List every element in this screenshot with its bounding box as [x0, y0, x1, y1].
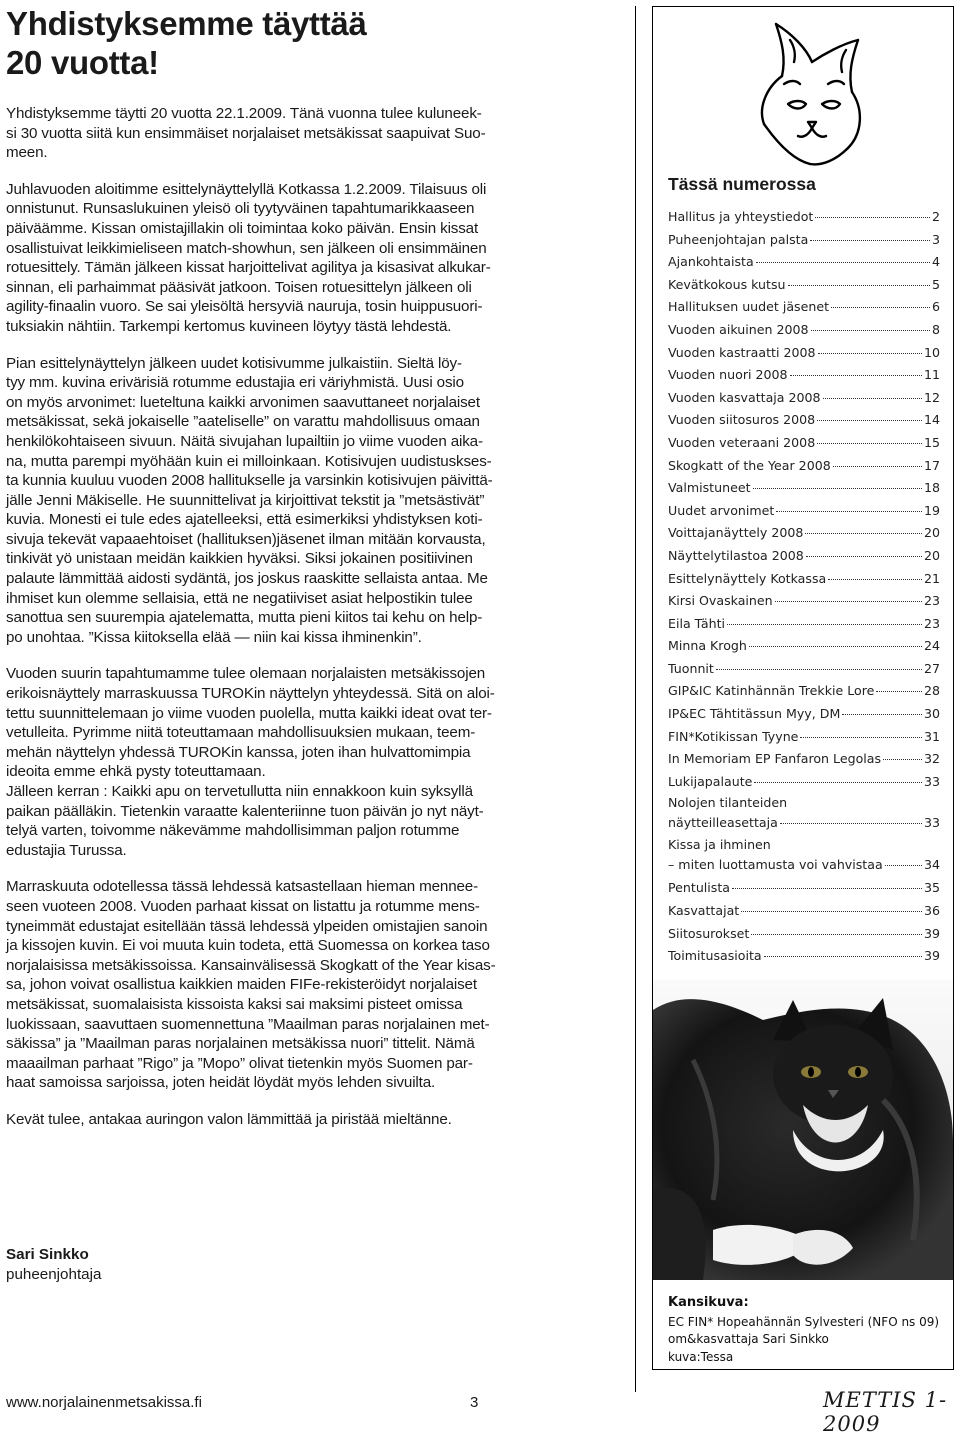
text-line: henkilökohtaiseen sivuun. Näitä sivujahan lupailtiin jo viime vuoden aika- — [6, 432, 483, 450]
toc-item[interactable] — [668, 387, 940, 410]
text-line: tinkivät yö unistaan meidän kaikkien hyväksi. Siksi jokainen positiivinen — [6, 550, 473, 568]
text-line: agility-finaalin vuoro. Se sai yleisöltä hersyviä nauruja, tosin huippusuori- — [6, 298, 483, 316]
toc-item-label: Vuoden kasvattaja 2008 — [668, 389, 821, 405]
toc-leader-dots — [885, 865, 922, 866]
toc-item-label: Kevätkokous kutsu — [668, 276, 786, 292]
text-line: Juhlavuoden aloitimme esittelynäyttelyllä Kotkassa 1.2.2009. Tilaisuus oli — [6, 180, 487, 198]
toc-leader-dots — [818, 353, 922, 354]
text-line: sa, johon voivat osallistua kaikkien maiden FIFe-rekisteröidyt norjalaiset — [6, 976, 477, 994]
text-line: ja kissojen kuvin. Ei voi muuta kuin todeta, että Suomessa on korkea taso — [6, 937, 490, 955]
text-line: päiväämme. Kissan omistajillakin oli toimintaa koko päivän. Ensin kissat — [6, 219, 479, 237]
toc-item[interactable] — [668, 703, 940, 726]
toc-item[interactable] — [668, 500, 940, 523]
footer-url[interactable]: www.norjalainenmetsakissa.fi — [6, 1394, 202, 1411]
text-line: metsäkissat, suomalaisista kissoista kaksi sai maksimi pisteet omissa — [6, 995, 463, 1013]
toc-item-label: GIP&IC Katinhännän Trekkie Lore — [668, 683, 875, 699]
text-line: meen. — [6, 144, 48, 162]
cover-cat-photo — [653, 980, 953, 1280]
article-paragraph — [6, 664, 614, 860]
toc-item-label: FIN*Kotikissan Tyyne — [668, 728, 799, 744]
toc-item[interactable] — [668, 251, 940, 274]
toc-item[interactable] — [668, 748, 940, 771]
text-line: Yhdistyksemme täytti 20 vuotta 22.1.2009. Tänä vuonna tulee kuluneek- — [6, 105, 482, 122]
toc-item-label: Näyttelytilastoa 2008 — [668, 547, 804, 563]
toc-item-line-2 — [668, 855, 940, 875]
text-line: haat samoissa sarjoissa, joten heidät löydät myös lehden sivuilta. — [6, 1074, 436, 1092]
article-paragraph — [6, 354, 614, 648]
toc-leader-dots — [805, 533, 922, 534]
toc-item-label: Puheenjohtajan palsta — [668, 231, 809, 247]
text-line: tyy mm. kuvina erivärisiä rotumme edustajia eri väriyhmistä. Uusi osio — [6, 374, 464, 392]
toc-leader-dots — [811, 330, 930, 331]
title-line-2: 20 vuotta! — [6, 44, 159, 81]
text-line: po unohtaa. ”Kissa kiitoksella elää — niin kai kissa ihminenkin”. — [6, 628, 422, 646]
toc-item-line-2 — [668, 813, 940, 833]
toc-leader-dots — [806, 556, 922, 557]
toc-item-page: 11 — [923, 367, 940, 383]
toc-item[interactable] — [668, 522, 940, 545]
toc-item-page: 24 — [923, 638, 940, 654]
toc-item-label: Tuonnit — [668, 660, 714, 676]
text-line: vetulleita. Pyrimme niitä toteuttamaan mahdollisuuksien mukaan, teem- — [6, 724, 476, 742]
toc-item-label: Lukijapalaute — [668, 773, 753, 789]
text-line: onnistunut. Runsaslukuinen yleisö oli tyytyväinen tapahtumarikkaaseen — [6, 200, 475, 218]
toc-item-label: Kirsi Ovaskainen — [668, 593, 773, 609]
text-line: sanottua sen suurempia ajatelematta, mutta pieni kiitos tai kehu on help- — [6, 609, 483, 627]
toc-item-label: Skogkatt of the Year 2008 — [668, 457, 831, 473]
toc-item-page: 3 — [931, 231, 940, 247]
toc-item[interactable] — [668, 364, 940, 387]
toc-item[interactable] — [668, 771, 940, 794]
toc-item-label: Pentulista — [668, 880, 731, 896]
cover-line-1: EC FIN* Hopeahännän Sylvesteri (NFO ns 09) — [668, 1314, 940, 1329]
toc-item-label: Esittelynäyttely Kotkassa — [668, 570, 827, 586]
toc-item-page: 34 — [923, 857, 940, 873]
text-line: jälle Jenni Mäkiselle. He suunnittelivat ja kirjoittivat tekstit ja ”metsästivät” — [6, 491, 485, 509]
text-line: luokissaan, saavuttaen suomennettuna ”Maailman paras norjalainen met- — [6, 1015, 490, 1033]
toc-item-page: 32 — [923, 751, 940, 767]
toc-leader-dots — [776, 511, 922, 512]
toc-leader-dots — [828, 579, 922, 580]
toc-item-page: 23 — [923, 615, 940, 631]
text-line: Kevät tulee, antakaa auringon valon lämmittää ja piristää mieltänne. — [6, 1110, 452, 1128]
text-line: sivuja tekevät vapaaehtoiset (hallituksen)jäsenet ilman mitään korvausta, — [6, 530, 486, 548]
text-line: Jälleen kerran : Kaikki apu on tervetullutta niin ennakkoon kuin syksyllä — [6, 783, 473, 800]
toc-item-page: 20 — [923, 547, 940, 563]
text-line: sinnan, eli parhaimmat pääsivät jatkoon. Toisen rotuesittelyn jälkeen oli — [6, 278, 472, 296]
text-line: si 30 vuotta siitä kun ensimmäiset norjalaiset metsäkissat saapuivat Suo- — [6, 124, 486, 142]
toc-item[interactable] — [668, 206, 940, 229]
toc-item-page: 39 — [923, 948, 940, 964]
toc-item-label: In Memoriam EP Fanfaron Legolas — [668, 751, 882, 767]
text-line: na, mutta parempi myöhään kuin ei milloinkaan. Kotisivujen uudistuskses- — [6, 452, 492, 470]
toc-item-label: Eila Tähti — [668, 615, 726, 631]
toc-item-label: Vuoden veteraani 2008 — [668, 434, 816, 450]
toc-item-page: 39 — [923, 925, 940, 941]
table-of-contents — [668, 206, 940, 968]
toc-leader-dots — [817, 443, 922, 444]
toc-item-label: Minna Krogh — [668, 638, 747, 654]
text-line: mehän näyttelyn yhdessä TUROKin kanssa, joten ihan hulvattomimpia — [6, 743, 471, 761]
toc-item-page: 23 — [923, 593, 940, 609]
toc-leader-dots — [876, 691, 922, 692]
toc-item-page: 33 — [923, 815, 940, 831]
toc-item-page: 21 — [923, 570, 940, 586]
toc-item[interactable] — [668, 877, 940, 900]
article — [6, 0, 614, 1147]
article-paragraph — [6, 104, 614, 163]
toc-item[interactable] — [668, 900, 940, 923]
toc-item[interactable] — [668, 635, 940, 658]
toc-item-page: 2 — [931, 209, 940, 224]
cover-line-2: om&kasvattaja Sari Sinkko — [668, 1332, 829, 1346]
toc-leader-dots — [716, 669, 922, 670]
cover-heading: Kansikuva: — [668, 1295, 749, 1310]
toc-leader-dots — [751, 934, 922, 935]
toc-title: Tässä numerossa — [668, 174, 816, 194]
text-line: tuksiakin nähtiin. Tarkempi kertomus kuvineen löytyy tästä lehdestä. — [6, 317, 452, 335]
toc-item-page: 5 — [931, 276, 940, 292]
toc-leader-dots — [788, 285, 930, 286]
article-body — [6, 104, 614, 1130]
toc-item-label: Vuoden siitosuros 2008 — [668, 412, 816, 428]
column-divider — [635, 6, 636, 1392]
toc-leader-dots — [727, 624, 922, 625]
text-line: Marraskuuta odotellessa tässä lehdessä katsastellaan hieman mennee- — [6, 878, 479, 896]
toc-leader-dots — [753, 488, 922, 489]
toc-item-label: Hallitus ja yhteystiedot — [668, 209, 814, 224]
title-line-1: Yhdistyksemme täyttää — [6, 5, 367, 42]
toc-leader-dots — [780, 823, 922, 824]
text-line: seen vuoteen 2008. Vuoden parhaat kissat on listattu ja rotumme mens- — [6, 897, 480, 915]
text-line: edustajia Turussa. — [6, 841, 127, 859]
toc-item[interactable] — [668, 477, 940, 500]
toc-item-page: 6 — [931, 299, 940, 315]
text-line: palaute lämmittää aidosti sydäntä, jos joskus raaskitte sellaista antaa. Me — [6, 570, 488, 588]
article-paragraph — [6, 180, 614, 337]
toc-item[interactable] — [668, 274, 940, 297]
toc-item-label: Voittajanäyttely 2008 — [668, 525, 804, 541]
toc-item-label: Nolojen tilanteiden — [668, 795, 788, 811]
toc-item-label: Toimitusasioita — [668, 948, 762, 964]
toc-item[interactable] — [668, 319, 940, 342]
toc-leader-dots — [764, 956, 922, 957]
text-line: osallistuivat leikkimieliseen match-showhun, sen jälkeen oli ensimmäinen — [6, 239, 487, 257]
toc-item-label: Ajankohtaista — [668, 254, 754, 270]
text-line: rotuesittely. Tämän jälkeen kissat harjoittelivat agilitya ja kisasivat alkukar- — [6, 259, 491, 277]
cover-line-3: kuva:Tessa — [668, 1349, 734, 1364]
toc-item-label: Vuoden nuori 2008 — [668, 367, 788, 383]
toc-item-page: 30 — [923, 706, 940, 722]
article-paragraph — [6, 1110, 614, 1130]
toc-item-page: 15 — [923, 434, 940, 450]
text-line: ta kunnia kuuluu vuoden 2008 hallitukselle ja varsinkin kotisivujen päivittä- — [6, 472, 493, 490]
toc-item-label: Kasvattajat — [668, 903, 740, 919]
text-line: maaailman parhaat ”Rigo” ja ”Mopo” olivat tietenkin myös Suomen par- — [6, 1054, 473, 1072]
toc-item-label: Hallituksen uudet jäsenet — [668, 299, 830, 315]
toc-item-page: 20 — [923, 525, 940, 541]
text-line: Vuoden suurin tapahtumamme tulee olemaan norjalaisten metsäkissojen — [6, 665, 486, 683]
signature-role: puheenjohtaja — [6, 1266, 102, 1283]
toc-item[interactable] — [668, 658, 940, 681]
text-line: telyä varten, toivomme näkevämme mahdollisimman paljon rotumme — [6, 822, 460, 840]
toc-item[interactable] — [668, 455, 940, 478]
toc-item[interactable] — [668, 432, 940, 455]
toc-item-label-cont: näytteilleasettaja — [668, 815, 778, 831]
toc-item-page: 17 — [923, 457, 940, 473]
article-paragraph — [6, 877, 614, 1093]
toc-item[interactable] — [668, 793, 940, 835]
toc-item-label: Valmistuneet — [668, 480, 751, 496]
magazine-title: METTIS 1-2009 — [823, 1388, 948, 1436]
toc-leader-dots — [842, 714, 922, 715]
text-line: säkissa” ja ”Maailman paras norjalainen metsäkissa nuori” tittelit. Nämä — [6, 1035, 475, 1053]
toc-item-page: 14 — [923, 412, 940, 428]
toc-item-label: Vuoden aikuinen 2008 — [668, 321, 809, 337]
toc-leader-dots — [754, 782, 922, 783]
cat-logo — [748, 14, 868, 174]
toc-leader-dots — [756, 262, 930, 263]
toc-leader-dots — [775, 601, 922, 602]
toc-item-label: IP&EC Tähtitässun Myy, DM — [668, 706, 841, 722]
toc-item-label: Vuoden kastraatti 2008 — [668, 344, 816, 360]
toc-item[interactable] — [668, 342, 940, 365]
toc-leader-dots — [883, 759, 922, 760]
page-number: 3 — [470, 1394, 479, 1411]
toc-leader-dots — [823, 398, 922, 399]
toc-item-page: 31 — [923, 728, 940, 744]
toc-leader-dots — [833, 466, 922, 467]
toc-item[interactable] — [668, 923, 940, 946]
cover-caption — [668, 1294, 939, 1366]
toc-leader-dots — [817, 420, 922, 421]
toc-leader-dots — [831, 307, 930, 308]
toc-item[interactable] — [668, 409, 940, 432]
text-line: ideoita emme ehkä pysty toteuttamaan. — [6, 763, 266, 781]
toc-item-label: Siitosurokset — [668, 925, 750, 941]
toc-item-page: 19 — [923, 502, 940, 518]
text-line: ihmiset kun olemme sellaisia, että ne negatiiviset asiat helpostikin tulee — [6, 589, 473, 607]
article-title — [6, 4, 614, 82]
text-line: metsäkissat, sekä jokaiselle ”aateliselle” on varattu mahdollisuus omaan — [6, 413, 480, 431]
toc-item-label: Uudet arvonimet — [668, 502, 775, 518]
toc-item[interactable] — [668, 229, 940, 252]
toc-item-page: 33 — [923, 773, 940, 789]
toc-item-label-cont: – miten luottamusta voi vahvistaa — [668, 857, 883, 873]
signature-name: Sari Sinkko — [6, 1246, 89, 1263]
toc-item[interactable] — [668, 835, 940, 877]
text-line: on myös arvonimet: lueteltuna kaikki arvonimen saavuttaneet norjalaiset — [6, 393, 480, 411]
toc-item-page: 36 — [923, 903, 940, 919]
toc-leader-dots — [815, 217, 930, 218]
toc-item[interactable] — [668, 590, 940, 613]
toc-item-page: 12 — [923, 389, 940, 405]
toc-item-page: 28 — [923, 683, 940, 699]
toc-item[interactable] — [668, 726, 940, 749]
toc-item-page: 27 — [923, 660, 940, 676]
text-line: tyneimmät edustajat esitellään tässä lehdessä ylpeiden omistajien sanoin — [6, 917, 488, 935]
toc-item[interactable] — [668, 296, 940, 319]
text-line: Pian esittelynäyttelyn jälkeen uudet kotisivumme julkaistiin. Sieltä löy- — [6, 354, 462, 372]
toc-item[interactable] — [668, 680, 940, 703]
toc-leader-dots — [810, 240, 930, 241]
toc-item[interactable] — [668, 613, 940, 636]
toc-leader-dots — [790, 375, 922, 376]
toc-item-label: Kissa ja ihminen — [668, 837, 771, 853]
toc-item[interactable] — [668, 545, 940, 568]
toc-item-page: 8 — [931, 321, 940, 337]
toc-leader-dots — [800, 737, 922, 738]
toc-item[interactable] — [668, 568, 940, 591]
text-line: tettu suunnittelemaan jo viime vuoden puolella, mutta kaikki ideat ovat ter- — [6, 704, 492, 722]
signature — [6, 1245, 101, 1285]
toc-item-page: 10 — [923, 344, 940, 360]
text-line: kuvia. Monesti ei tule edes ajatelleeksi, että esimerkiksi yhdistyksen koti- — [6, 511, 483, 529]
text-line: erikoisnäyttely marraskuussa TUROKin näyttelyn yhteydessä. Sitä on aloi- — [6, 685, 495, 703]
toc-item[interactable] — [668, 945, 940, 968]
toc-item-page: 4 — [931, 254, 940, 270]
toc-leader-dots — [732, 888, 922, 889]
toc-leader-dots — [749, 646, 922, 647]
toc-item-page: 35 — [923, 880, 940, 896]
toc-leader-dots — [741, 911, 922, 912]
toc-item-page: 18 — [923, 480, 940, 496]
text-line: paikan päälläkin. Tietenkin varaatte kalenteriinne tuon päivän jo nyt näyt- — [6, 802, 484, 820]
text-line: norjalaisissa metsäkissoissa. Kansainvälisessä Skogkatt of the Year kisas- — [6, 956, 496, 974]
